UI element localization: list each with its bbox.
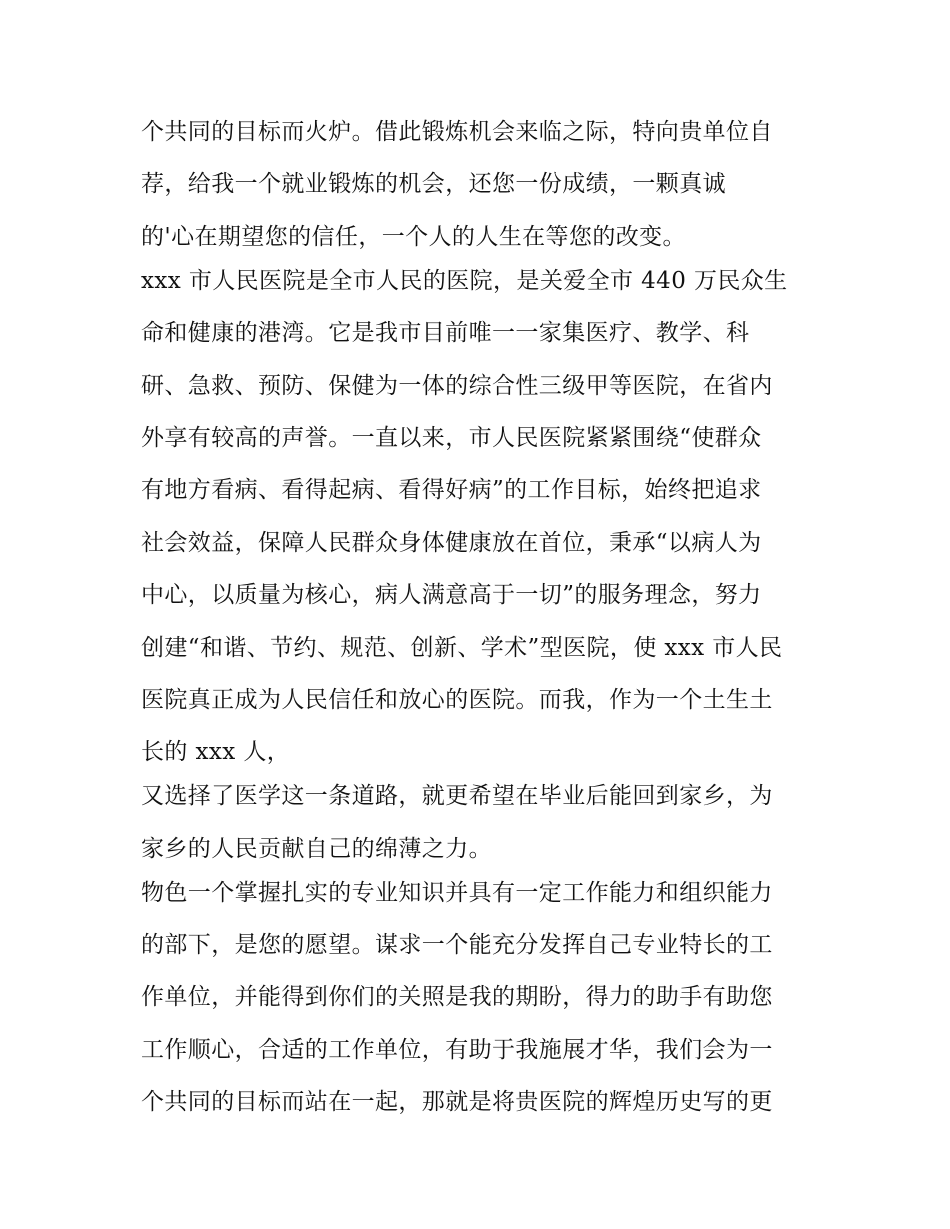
text-line: 社会效益，保障人民群众身体健康放在首位，秉承“以病人为: [141, 529, 762, 556]
text-line: 个共同的目标而火炉。借此锻炼机会来临之际，特向贵单位自: [141, 119, 773, 145]
text-line: 荐，给我一个就业锻炼的机会，还您一份成绩，一颗真诚: [141, 171, 726, 198]
text-line: 中心，以质量为核心，病人满意高于一切”的服务理念，努力: [141, 582, 762, 609]
text-line: 创建“和谐、节约、规范、创新、学术”型医院，使 xxx 市人民: [141, 634, 783, 661]
text-line: 物色一个掌握扎实的专业知识并具有一定工作能力和组织能力: [141, 879, 773, 906]
text-line: 作单位，并能得到你们的关照是我的期盼，得力的助手有助您: [141, 984, 773, 1011]
text-line: 又选择了医学这一条道路，就更希望在毕业后能回到家乡，为: [141, 783, 773, 810]
text-line: 研、急救、预防、保健为一体的综合性三级甲等医院，在省内: [141, 372, 773, 399]
text-line: 外享有较高的声誉。一直以来，市人民医院紧紧围绕“使群众: [141, 424, 762, 451]
text-line: 有地方看病、看得起病、看得好病”的工作目标，始终把追求: [141, 477, 762, 504]
text-line: xxx 市人民医院是全市人民的医院，是关爱全市 440 万民众生: [141, 267, 788, 294]
text-line: 的'心在期望您的信任，一个人的人生在等您的改变。: [141, 223, 686, 250]
text-line: 命和健康的港湾。它是我市目前唯一一家集医疗、教学、科: [141, 320, 750, 347]
text-line: 医院真正成为人民信任和放心的医院。而我，作为一个土生土: [141, 686, 773, 713]
document-body: [141, 110, 821, 1133]
text-line: 的部下，是您的愿望。谋求一个能充分发挥自己专业特长的工: [141, 932, 773, 959]
text-line: 个共同的目标而站在一起，那就是将贵医院的辉煌历史写的更: [141, 1089, 773, 1116]
text-line: 长的 xxx 人，: [141, 739, 291, 766]
text-line: 家乡的人民贡献自己的绵薄之力。: [141, 835, 492, 862]
text-line: 工作顺心，合适的工作单位，有助于我施展才华，我们会为一: [141, 1036, 773, 1063]
